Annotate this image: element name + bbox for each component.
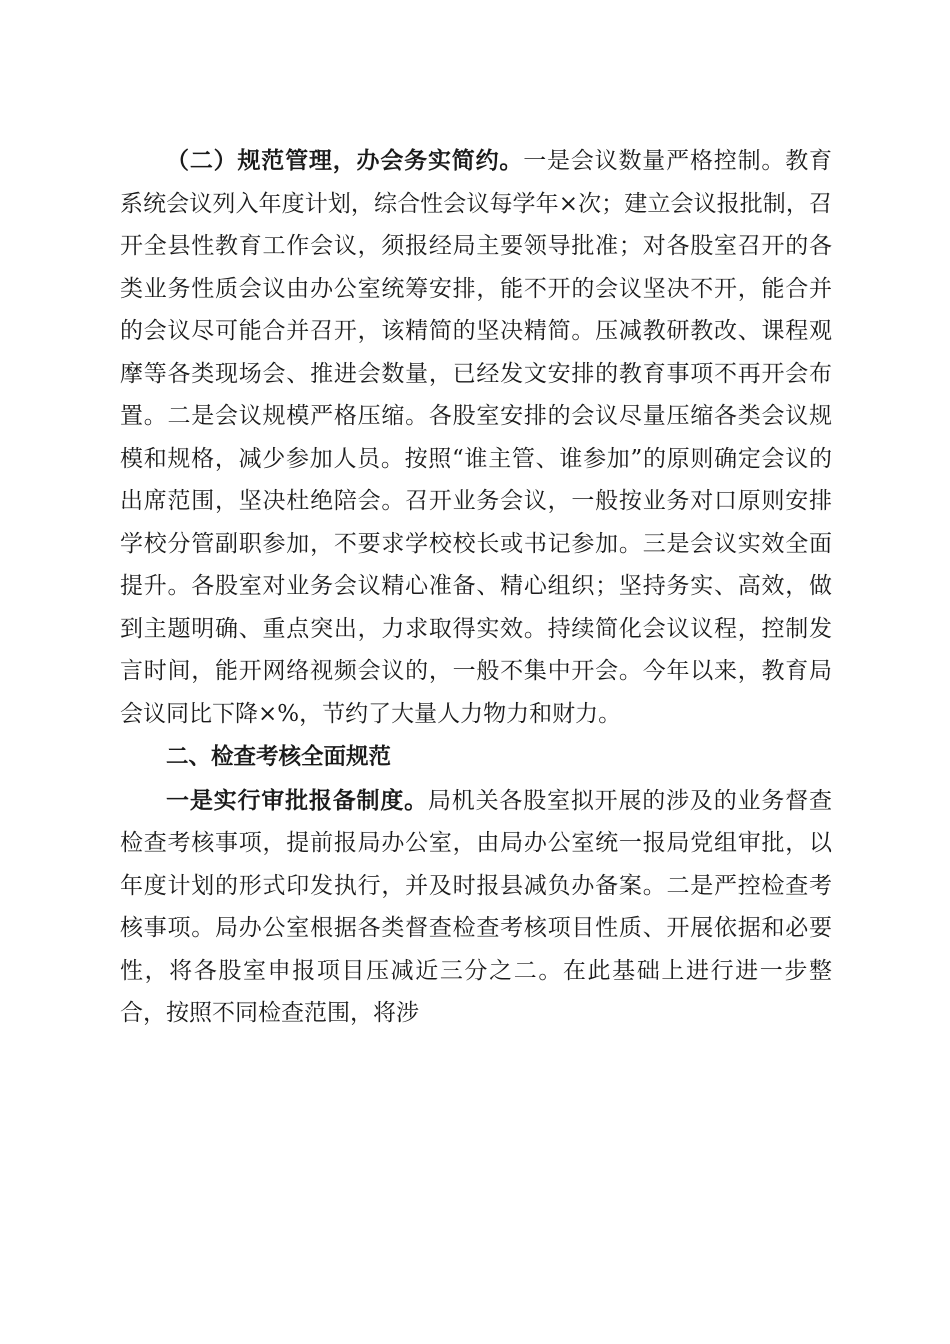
section-heading: 二、检查考核全面规范 <box>166 744 392 770</box>
document-body <box>120 140 832 1035</box>
paragraph-text: 一是会议数量严格控制。教育系统会议列入年度计划，综合性会议每学年×次；建立会议报批制，召开全县性教育工作会议，须报经局主要领导批准；对各股室召开的各类业务性质会议由办公室统筹安排，能不开的会议坚决不开，能合并的会议尽可能合并召开，该精简的坚决精简。压减教研教改、课程观摩等各类现场会、推进会数量，已经发文安排的教育事项不再开会布置。二是会议规模严格压缩。各股室安排的会议尽量压缩各类会议规模和规格，减少参加人员。按照“谁主管、谁参加”的原则确定会议的出席范围，坚决杜绝陪会。召开业务会议，一般按业务对口原则安排学校分管副职参加，不要求学校校长或书记参加。三是会议实效全面提升。各股室对业务会议精心准备、精心组织；坚持务实、高效，做到主题明确、重点突出，力求取得实效。持续简化会议议程，控制发言时间，能开网络视频会议的，一般不集中开会。今年以来，教育局会议同比下降×%，节约了大量人力物力和财力。 <box>120 148 833 727</box>
paragraph-lead: （二）规范管理，办会务实简约。 <box>166 148 524 174</box>
paragraph-lead: 一是实行审批报备制度。 <box>166 787 428 814</box>
paragraph-text: 局机关各股室拟开展的涉及的业务督查检查考核事项，提前报局办公室，由局办公室统一报局党组审批，以年度计划的形式印发执行，并及时报县减负办备案。二是严控检查考核事项。局办公室根据各类督查检查考核项目性质、开展依据和必要性，将各股室申报项目压减近三分之二。在此基础上进行进一步整合，按照不同检查范围，将涉 <box>120 787 833 1026</box>
paragraph-inspections <box>120 780 832 1035</box>
paragraph-meetings <box>120 140 832 735</box>
